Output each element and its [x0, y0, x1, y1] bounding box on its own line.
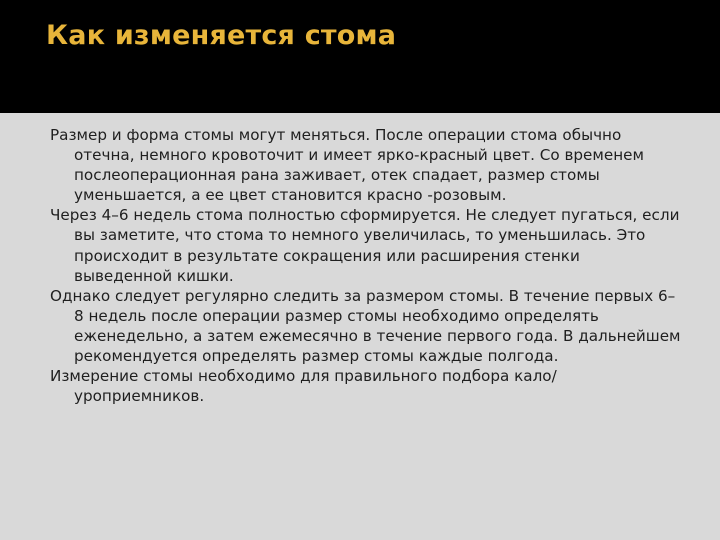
paragraph-measurement: Измерение стомы необходимо для правильного подбора кало/уроприемников.: [50, 367, 557, 406]
paragraph-monitoring: Однако следует регулярно следить за размером стомы. В течение первых 6–8 недель после операции размер стомы необходимо определять еженедельно, а затем ежемесячно в течение первого года. В дальнейшем рекомендуется определять размер стомы каждые полгода.: [50, 286, 681, 366]
title-bar: [0, 0, 720, 113]
paragraph-formation: Через 4–6 недель стома полностью сформируется. Не следует пугаться, если вы заметите, что стома то немного увеличилась, то уменьшилась. Это происходит в результате сокращения или расширения стенки выведенной кишки.: [50, 206, 680, 285]
slide-title: Как изменяется стома: [46, 20, 397, 51]
content-area: [0, 113, 720, 540]
body-text: [50, 125, 682, 406]
paragraph-stoma-size: Размер и форма стомы могут меняться. После операции стома обычно отечна, немного кровоточит и имеет ярко-красный цвет. Со временем послеоперационная рана заживает, отек спадает, размер стомы уменьшается, а ее цвет становится красно -розовым.: [50, 126, 644, 205]
